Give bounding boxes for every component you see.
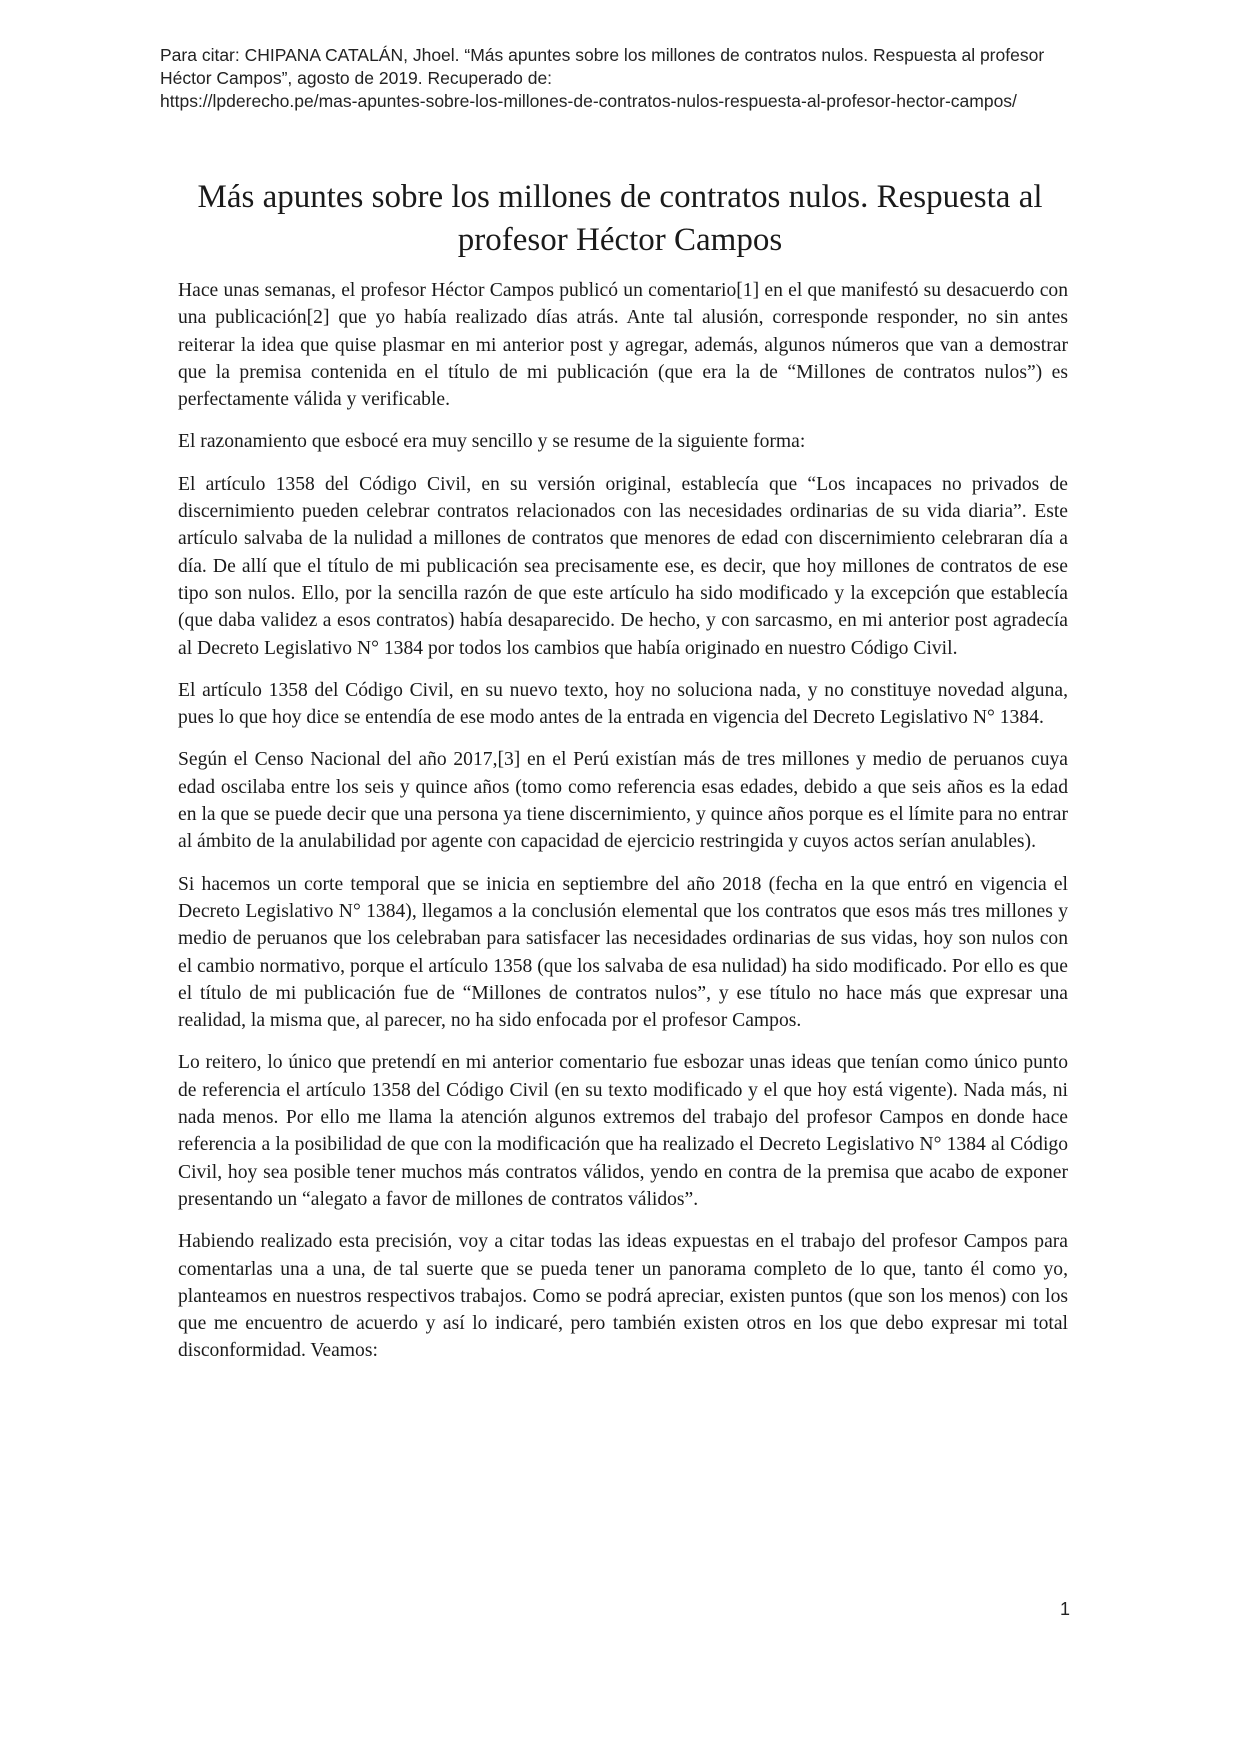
article-title-line: Más apuntes sobre los millones de contratos nulos. Respuesta al [197,179,1043,215]
paragraph: El artículo 1358 del Código Civil, en su nuevo texto, hoy no soluciona nada, y no constituye novedad alguna, pues lo que hoy dice se entendía de ese modo antes de la entrada en vigencia del Decreto Legislativo N° 1384. [178,679,1068,729]
paragraph: El razonamiento que esbocé era muy sencillo y se resume de la siguiente forma: [178,431,806,453]
citation-line: Para citar: CHIPANA CATALÁN, Jhoel. “Más apuntes sobre los millones de contratos nulos. Respuesta al profesor [160,45,1045,65]
paragraph: El artículo 1358 del Código Civil, en su versión original, establecía que “Los incapaces no privados de discernimiento pueden celebrar contratos relacionados con las necesidades ordinarias de su vida diaria”. Este artículo salvaba de la nulidad a millones de contratos que menores de edad con discernimiento celebraran día a día. De allí que el título de mi publicación sea precisamente ese, es decir, que hoy millones de contratos de ese tipo son nulos. Ello, por la sencilla razón de que este artículo ha sido modificado y la excepción que establecía (que daba validez a esos contratos) había desaparecido. De hecho, y con sarcasmo, en mi anterior post agradecía al Decreto Legislativo N° 1384 por todos los cambios que había originado en nuestro Código Civil. [178,473,1068,659]
citation-url: https://lpderecho.pe/mas-apuntes-sobre-los-millones-de-contratos-nulos-respuesta-al-profesor-hector-campos/ [160,91,1017,111]
citation-line: Héctor Campos”, agosto de 2019. Recuperado de: [160,68,553,88]
article-body [178,277,1068,1380]
article-title-line: profesor Héctor Campos [457,222,783,258]
article-title [160,176,1080,262]
paragraph: Lo reitero, lo único que pretendí en mi anterior comentario fue esbozar unas ideas que tenían como único punto de referencia el artículo 1358 del Código Civil (en su texto modificado y el que hoy está vigente). Nada más, ni nada menos. Por ello me llama la atención algunos extremos del trabajo del profesor Campos en donde hace referencia a la posibilidad de que con la modificación que ha realizado el Decreto Legislativo N° 1384 al Código Civil, hoy sea posible tener muchos más contratos válidos, yendo en contra de la premisa que acabo de exponer presentando un “alegato a favor de millones de contratos válidos”. [178,1052,1068,1210]
paragraph: Si hacemos un corte temporal que se inicia en septiembre del año 2018 (fecha en la que entró en vigencia el Decreto Legislativo N° 1384), llegamos a la conclusión elemental que los contratos que esos más tres millones y medio de peruanos que los celebraban para satisfacer las necesidades ordinarias de sus vidas, hoy son nulos con el cambio normativo, porque el artículo 1358 (que los salvaba de esa nulidad) ha sido modificado. Por ello es que el título de mi publicación fue de “Millones de contratos nulos”, y ese título no hace más que expresar una realidad, la misma que, al parecer, no ha sido enfocada por el profesor Campos. [178,873,1068,1032]
paragraph: Hace unas semanas, el profesor Héctor Campos publicó un comentario[1] en el que manifestó su desacuerdo con una publicación[2] que yo había realizado días atrás. Ante tal alusión, corresponde responder, no sin antes reiterar la idea que quise plasmar en mi anterior post y agregar, además, algunos números que van a demostrar que la premisa contenida en el título de mi publicación (que era la de “Millones de contratos nulos”) es perfectamente válida y verificable. [178,280,1068,411]
paragraph: Habiendo realizado esta precisión, voy a citar todas las ideas expuestas en el trabajo del profesor Campos para comentarlas una a una, de tal suerte que se pueda tener un panorama completo de lo que, tanto él como yo, planteamos en nuestros respectivos trabajos. Como se podrá apreciar, existen puntos (que son los menos) con los que me encuentro de acuerdo y así lo indicaré, pero también existen otros en los que debo expresar mi total disconformidad. Veamos: [178,1231,1068,1362]
citation-note [160,44,1120,113]
page-number: 1 [1059,1599,1070,1619]
paragraph: Según el Censo Nacional del año 2017,[3] en el Perú existían más de tres millones y medio de peruanos cuya edad oscilaba entre los seis y quince años (tomo como referencia esas edades, debido a que seis años es la edad en la que se puede decir que una persona ya tiene discernimiento, y quince años porque es el límite para no entrar al ámbito de la anulabilidad por agente con capacidad de ejercicio restringida y cuyos actos serían anulables). [178,749,1068,853]
